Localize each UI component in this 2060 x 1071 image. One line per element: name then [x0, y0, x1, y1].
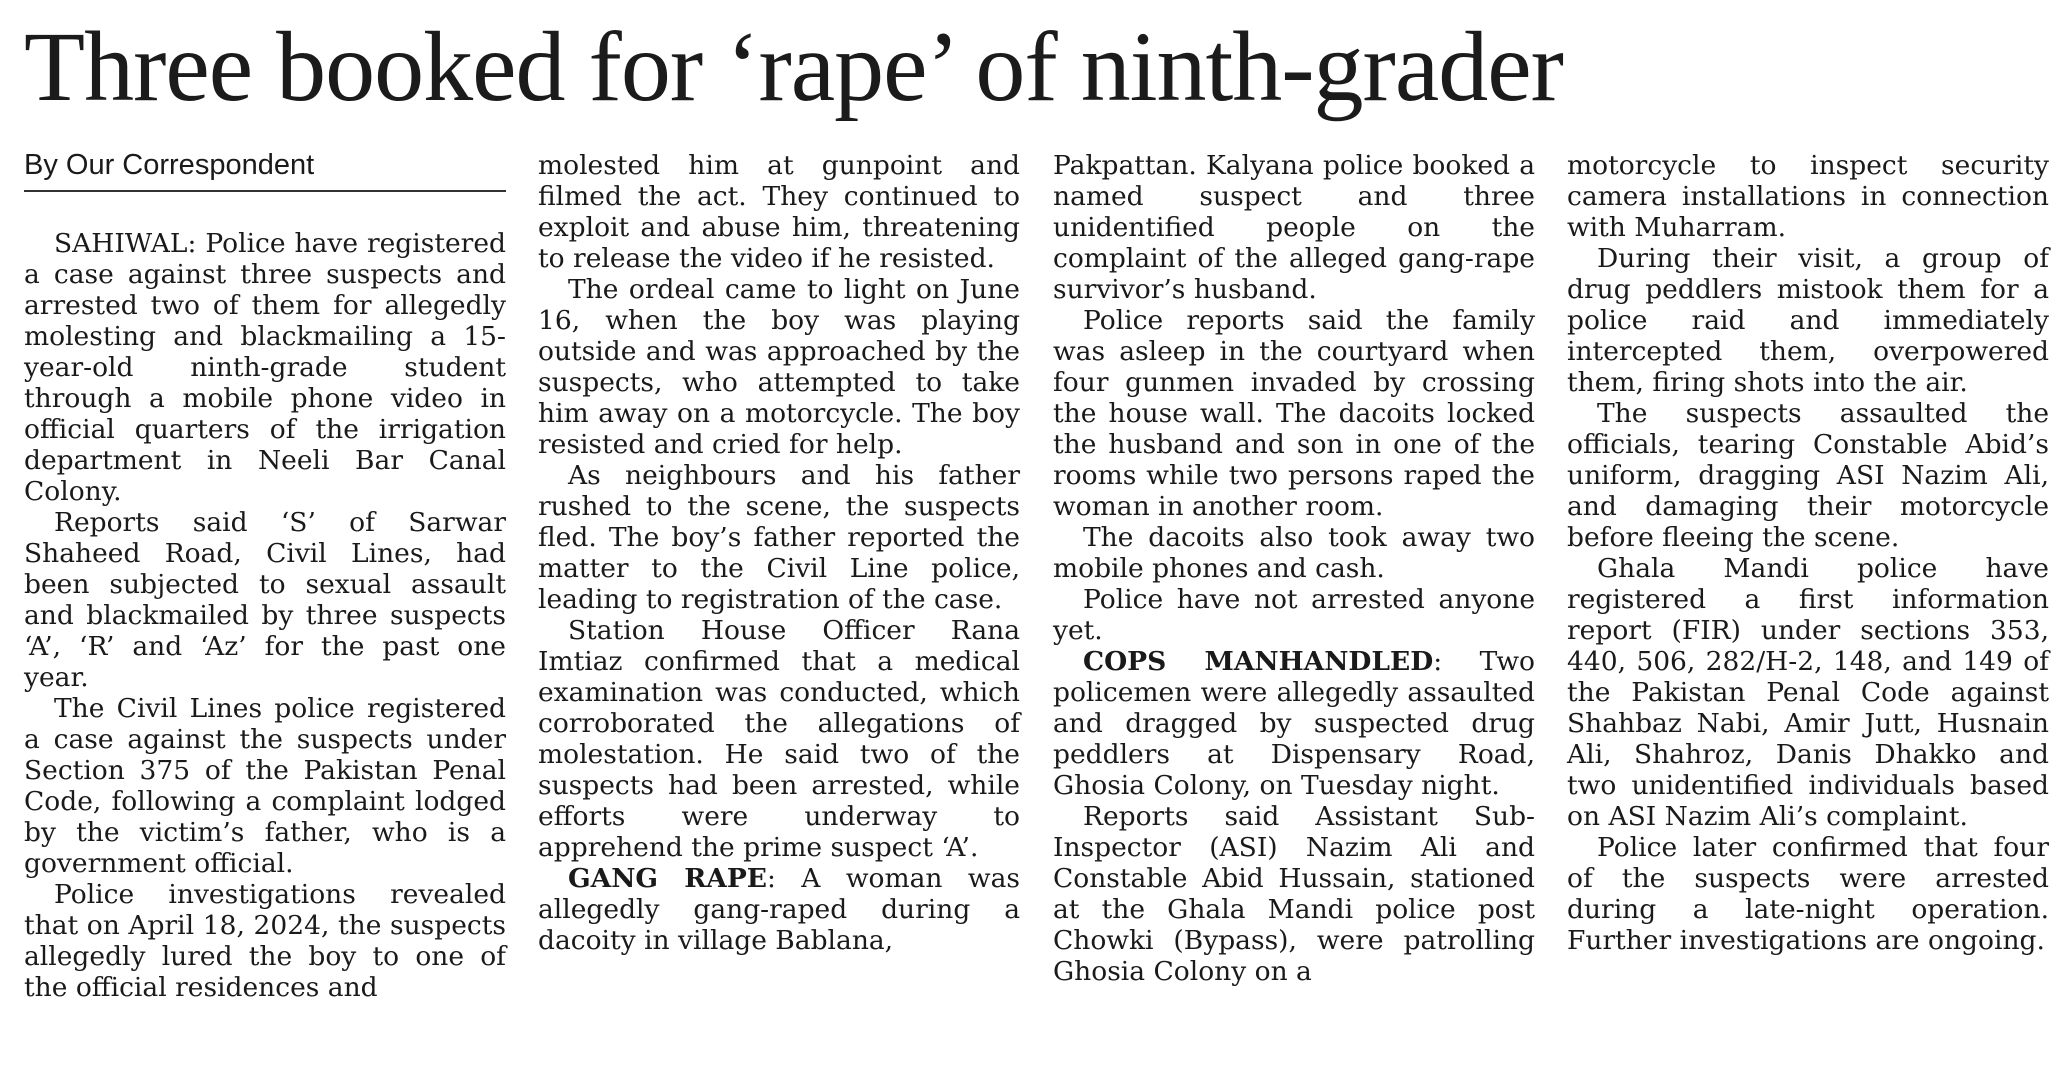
gang-rape-paragraph [538, 863, 1020, 956]
headline: Three booked for ‘rape’ of ninth-grader [24, 11, 1563, 122]
paragraph: Station House Officer Rana Imtiaz confirmed that a medical examination was conducted, which corroborated the allegations of molestation. He said two of the suspects had been arrested, while efforts were underway to apprehend the prime suspect ‘A’. [538, 615, 1020, 863]
paragraph: Police later confirmed that four of the suspects were arrested during a late-night operation. Further investigations are ongoing. [1567, 832, 2049, 956]
cops-paragraph [1053, 646, 1535, 801]
paragraph: The dacoits also took away two mobile phones and cash. [1053, 522, 1535, 584]
paragraph: Police have not arrested anyone yet. [1053, 584, 1535, 646]
paragraph-lead: : A woman was allegedly gang-raped during a dacoity in village Bablana, [538, 863, 1020, 956]
paragraph: SAHIWAL: Police have registered a case against three suspects and arrested two of them for allegedly molesting and blackmailing a 15-year-old ninth-grade student through a mobile phone video in official quarters of the irrigation department in Neeli Bar Canal Colony. [24, 228, 506, 507]
paragraph: Police reports said the family was asleep in the courtyard when four gunmen invaded by crossing the house wall. The dacoits locked the husband and son in one of the rooms while two persons raped the woman in another room. [1053, 305, 1535, 522]
paragraph: Pakpattan. Kalyana police booked a named suspect and three unidentified people on the complaint of the alleged gang-rape survivor’s husband. [1053, 150, 1535, 305]
paragraph: molested him at gunpoint and filmed the act. They continued to exploit and abuse him, threatening to release the video if he resisted. [538, 150, 1020, 274]
paragraph: The Civil Lines police registered a case against the suspects under Section 375 of the Pakistan Penal Code, following a complaint lodged by the victim’s father, who is a government official. [24, 693, 506, 879]
article-column-4 [1567, 150, 2049, 956]
subhead-cops-manhandled: COPS MANHANDLED [1083, 646, 1434, 677]
paragraph: The ordeal came to light on June 16, when the boy was playing outside and was approached by the suspects, who attempted to take him away on a motorcycle. The boy resisted and cried for help. [538, 274, 1020, 460]
paragraph: Reports said ‘S’ of Sarwar Shaheed Road, Civil Lines, had been subjected to sexual assault and blackmailed by three suspects ‘A’, ‘R’ and ‘Az’ for the past one year. [24, 507, 506, 693]
article-column-2 [538, 150, 1020, 956]
article-column-1 [24, 146, 506, 1003]
paragraph: Reports said Assistant Sub-Inspector (ASI) Nazim Ali and Constable Abid Hussain, stationed at the Ghala Mandi police post Chowki (Bypass), were patrolling Ghosia Colony on a [1053, 801, 1535, 987]
paragraph: During their visit, a group of drug peddlers mistook them for a police raid and immediately intercepted them, overpowered them, firing shots into the air. [1567, 243, 2049, 398]
article-column-3 [1053, 150, 1535, 987]
paragraph: The suspects assaulted the officials, tearing Constable Abid’s uniform, dragging ASI Nazim Ali, and damaging their motorcycle before fleeing the scene. [1567, 398, 2049, 553]
paragraph: motorcycle to inspect security camera installations in connection with Muharram. [1567, 150, 2049, 243]
paragraph: Ghala Mandi police have registered a first information report (FIR) under sections 353, 440, 506, 282/H-2, 148, and 149 of the Pakistan Penal Code against Shahbaz Nabi, Amir Jutt, Husnain Ali, Shahroz, Danis Dhakko and two unidentified individuals based on ASI Nazim Ali’s complaint. [1567, 553, 2049, 832]
paragraph: As neighbours and his father rushed to the scene, the suspects fled. The boy’s father reported the matter to the Civil Line police, leading to registration of the case. [538, 460, 1020, 615]
paragraph: Police investigations revealed that on April 18, 2024, the suspects allegedly lured the boy to one of the official residences and [24, 879, 506, 1003]
subhead-gang-rape: GANG RAPE [568, 863, 767, 894]
paragraph-lead: : Two policemen were allegedly assaulted and dragged by suspected drug peddlers at Dispensary Road, Ghosia Colony, on Tuesday night. [1053, 646, 1535, 801]
byline: By Our Correspondent [24, 146, 506, 192]
